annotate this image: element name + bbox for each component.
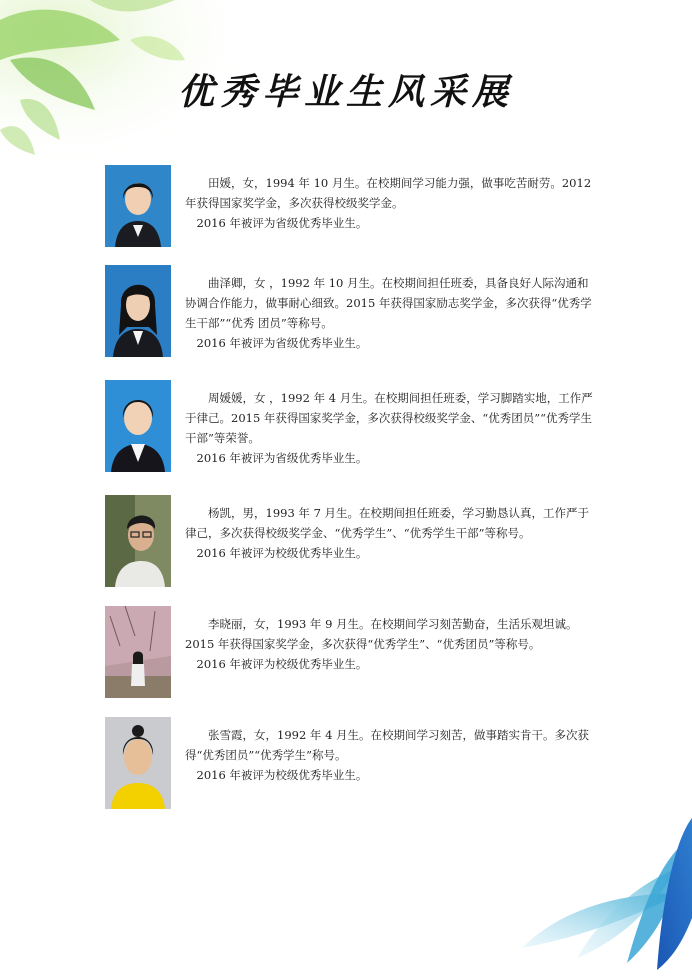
portrait-photo (105, 495, 171, 587)
graduate-bio: 李晓丽，女，1993 年 9 月生。在校期间学习刻苦勤奋，生活乐观坦诚。2015 年获得国家奖学金，多次获得“优秀学生”、“优秀团员”等称号。 (185, 617, 578, 651)
graduate-award: 2016 年被评为校级优秀毕业生。 (196, 768, 368, 782)
page-title: 优秀毕业生风采展 (177, 71, 514, 113)
graduate-bio: 张雪霞，女，1992 年 4 月生。在校期间学习刻苦，做事踏实肯干。多次获得“优秀团员”“优秀学生”称号。 (185, 728, 590, 762)
graduate-bio: 周媛媛，女 ，1992 年 4 月生。在校期间担任班委，学习脚踏实地，工作严于律己。2015 年获得国家奖学金，多次获得校级奖学金、“优秀团员”“优秀学生干部”等荣誉。 (185, 391, 593, 445)
graduate-award: 2016 年被评为校级优秀毕业生。 (196, 546, 368, 560)
graduate-award: 2016 年被评为省级优秀毕业生。 (196, 216, 368, 230)
graduate-bio: 曲泽卿，女 ，1992 年 10 月生。在校期间担任班委，具备良好人际沟通和协调合作能力，做事耐心细致。2015 年获得国家励志奖学金，多次获得“优秀学生干部”“优秀 团员”等称号。 (185, 276, 592, 330)
graduate-bio: 田媛，女，1994 年 10 月生。在校期间学习能力强，做事吃苦耐劳。2012 年获得国家奖学金，多次获得校级奖学金。 (185, 176, 592, 210)
blue-blade-decoration (392, 798, 692, 978)
portrait-photo (105, 717, 171, 809)
graduate-award: 2016 年被评为省级优秀毕业生。 (196, 336, 368, 350)
portrait-photo (105, 606, 171, 698)
graduate-bio: 杨凯，男，1993 年 7 月生。在校期间担任班委，学习勤恳认真，工作严于律己，多次获得校级奖学金、“优秀学生”、“优秀学生干部”等称号。 (185, 506, 590, 540)
portrait-photo (105, 265, 171, 357)
portrait-photo (105, 165, 171, 247)
graduate-award: 2016 年被评为省级优秀毕业生。 (196, 451, 368, 465)
portrait-photo (105, 380, 171, 472)
graduate-award: 2016 年被评为校级优秀毕业生。 (196, 657, 368, 671)
